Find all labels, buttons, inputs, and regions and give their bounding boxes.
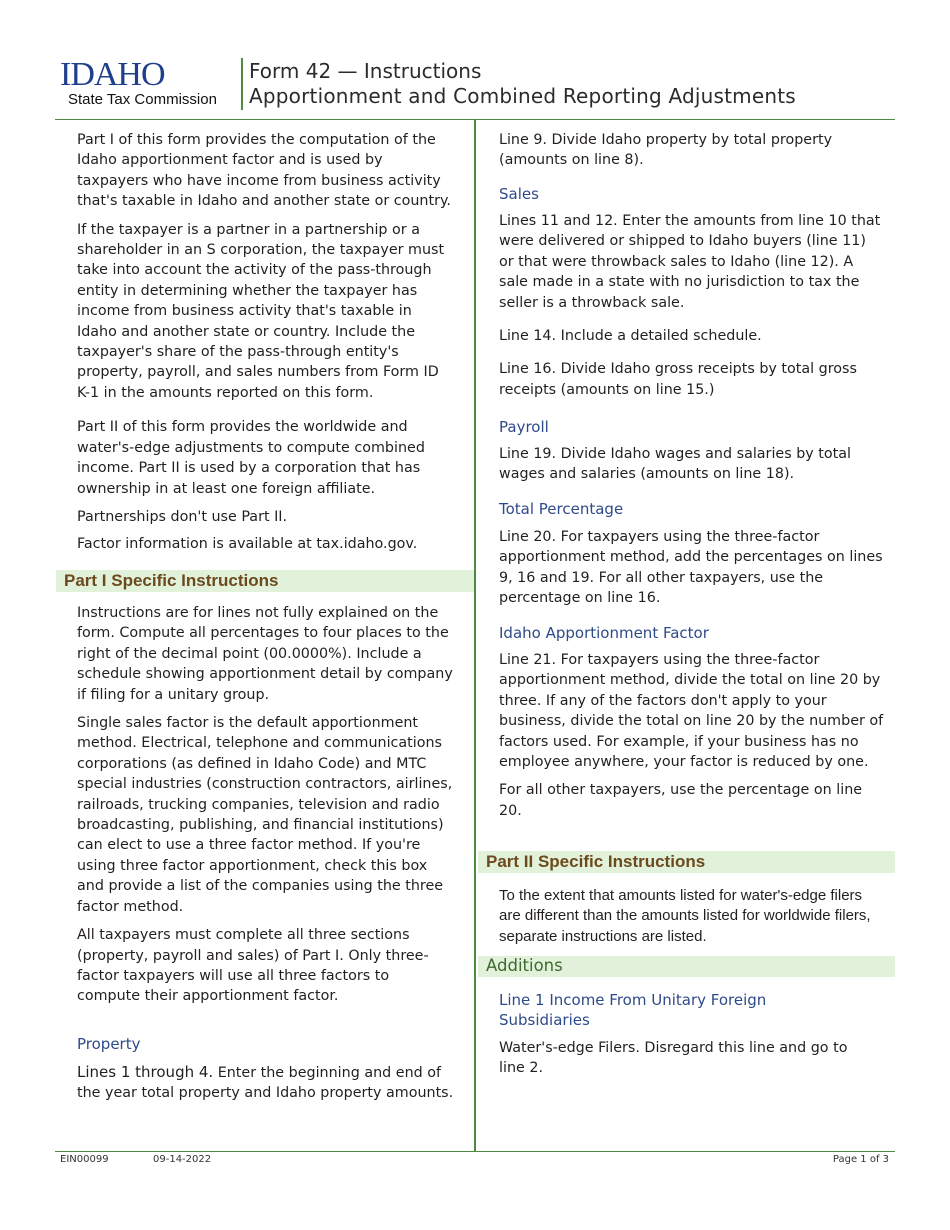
column-divider [474,120,476,1151]
line20-text: For taxpayers using the three-factor apportionment method, add the percentages on lines 9, 16 and 19. For all other taxpayers, use the percentage on line 16. [499,529,883,607]
property-lead: Lines 1 through 4. [77,1063,214,1081]
part1-block [77,603,455,1007]
additions-heading: Additions [478,956,895,977]
part2-paragraph: To the extent that amounts listed for water's-edge filers are different than the amounts listed for worldwide filers, separate instructions are listed. [499,887,871,945]
form-subtitle: Apportionment and Combined Reporting Adjustments [249,84,796,108]
waters-edge-paragraph [499,1038,869,1079]
line20-lead: Line 20. [499,529,557,545]
waters-edge-text: Disregard this line and go to line 2. [499,1040,848,1077]
form-title: Form 42 — Instructions [249,59,482,83]
idaho-logo [60,58,238,110]
property-block [77,1062,455,1104]
line14-paragraph [499,326,885,346]
waters-edge-lead: Water's-edge Filers. [499,1040,640,1056]
part1-heading: Part I Specific Instructions [56,570,474,592]
intro-paragraph-2: If the taxpayer is a partner in a partnership or a shareholder in an S corporation, the taxpayer must take into account the activity of the pass-through entity in determining whether the taxpayer has income from business activity that's taxable in Idaho and another state or country. Include the taxpayer's share of the pass-through entity's property, payroll, and sales numbers from Form ID K-1 in the amounts reported on this form. [77,221,445,401]
line14-lead: Line 14. [499,328,557,345]
sales-block [499,211,885,400]
sales-heading: Sales [499,185,539,203]
form-date: 09-14-2022 [153,1154,212,1165]
line9-paragraph [499,130,885,171]
line20-paragraph [499,527,885,609]
intro-paragraph-1: Part I of this form provides the computation of the Idaho apportionment factor and is used by taxpayers who have income from business activity that's taxable in Idaho and another state or country. [77,132,451,210]
line19-paragraph [499,444,885,485]
intro-paragraph-4: Partnerships don't use Part II. [77,508,288,525]
line11-text: Enter the amounts from line 10 that were delivered or shipped to Idaho buyers (line 11) or that were throwback sales to Idaho (line 12). A sale made in a state with no jurisdiction to tax the seller is a throwback sale. [499,213,881,311]
line16-paragraph [499,359,885,400]
apportionment-factor-heading: Idaho Apportionment Factor [499,624,709,642]
part1-paragraph-3: All taxpayers must complete all three sections (property, payroll and sales) of Part I. Only three-factor taxpayers will use all three factors to compute their apportionment factor. [77,927,429,1005]
line21-text: For taxpayers using the three-factor apportionment method, divide the total on line 20 by three. If any of the factors don't apply to your business, divide the total on line 20 by the number of factors used. For example, if your business has no employee anywhere, your factor is reduced by one. [499,652,884,771]
logo-subtitle: State Tax Commission [68,91,217,108]
line9-lead: Line 9. [499,132,547,148]
payroll-heading: Payroll [499,418,549,436]
total-percentage-heading: Total Percentage [499,500,624,518]
header-divider [241,58,243,110]
line19-lead: Line 19. [499,446,557,462]
apportionment-factor-block [499,650,885,821]
line1-heading: Line 1 Income From Unitary Foreign Subsidiaries [499,991,767,1029]
footer-rule [55,1151,895,1152]
intro-paragraph-5: Factor information is available at tax.idaho.gov. [77,536,418,553]
intro-block [77,130,455,555]
part1-paragraph-1: Instructions are for lines not fully explained on the form. Compute all percentages to four places to the right of the decimal point (00.0000%). Include a schedule showing apportionment detail by company if filing for a unitary group. [77,605,453,703]
part2-block [499,886,885,947]
line14-text: Include a detailed schedule. [556,328,762,345]
line1-block [499,1038,869,1079]
part2-heading: Part II Specific Instructions [478,851,895,873]
property-heading: Property [77,1035,141,1053]
form-code: EIN00099 [60,1154,109,1165]
property-paragraph [77,1062,455,1104]
payroll-block [499,444,885,485]
line21-lead: Line 21. [499,652,557,668]
line16-lead: Line 16. [499,361,557,378]
line9-text: Divide Idaho property by total property (amounts on line 8). [499,132,833,169]
property-text: Enter the beginning and end of the year total property and Idaho property amounts. [77,1065,454,1102]
line16-text: Divide Idaho gross receipts by total gross receipts (amounts on line 15.) [499,361,857,398]
line19-text: Divide Idaho wages and salaries by total wages and salaries (amounts on line 18). [499,446,851,483]
total-percentage-block [499,527,885,609]
line9-block [499,130,885,171]
line11-lead: Lines 11 and 12. [499,213,618,229]
intro-paragraph-3: Part II of this form provides the worldwide and water's-edge adjustments to compute combined income. Part II is used by a corporation that has ownership in at least one foreign affiliate. [77,419,425,497]
page-number: Page 1 of 3 [832,1154,889,1165]
line11-paragraph [499,211,885,313]
part1-paragraph-2: Single sales factor is the default apportionment method. Electrical, telephone and communications corporations (as defined in Idaho Code) and MTC special industries (construction contractors, airlines, railroads, trucking companies, television and radio broadcasting, publishing, and financial institutions) can elect to use a three factor method. If you're using three factor apportionment, check this box and provide a list of the companies using the three factor method. [77,715,453,915]
other-taxpayers-paragraph: For all other taxpayers, use the percentage on line 20. [499,782,863,819]
line21-paragraph [499,650,885,772]
logo-word: IDAHO [60,56,165,93]
